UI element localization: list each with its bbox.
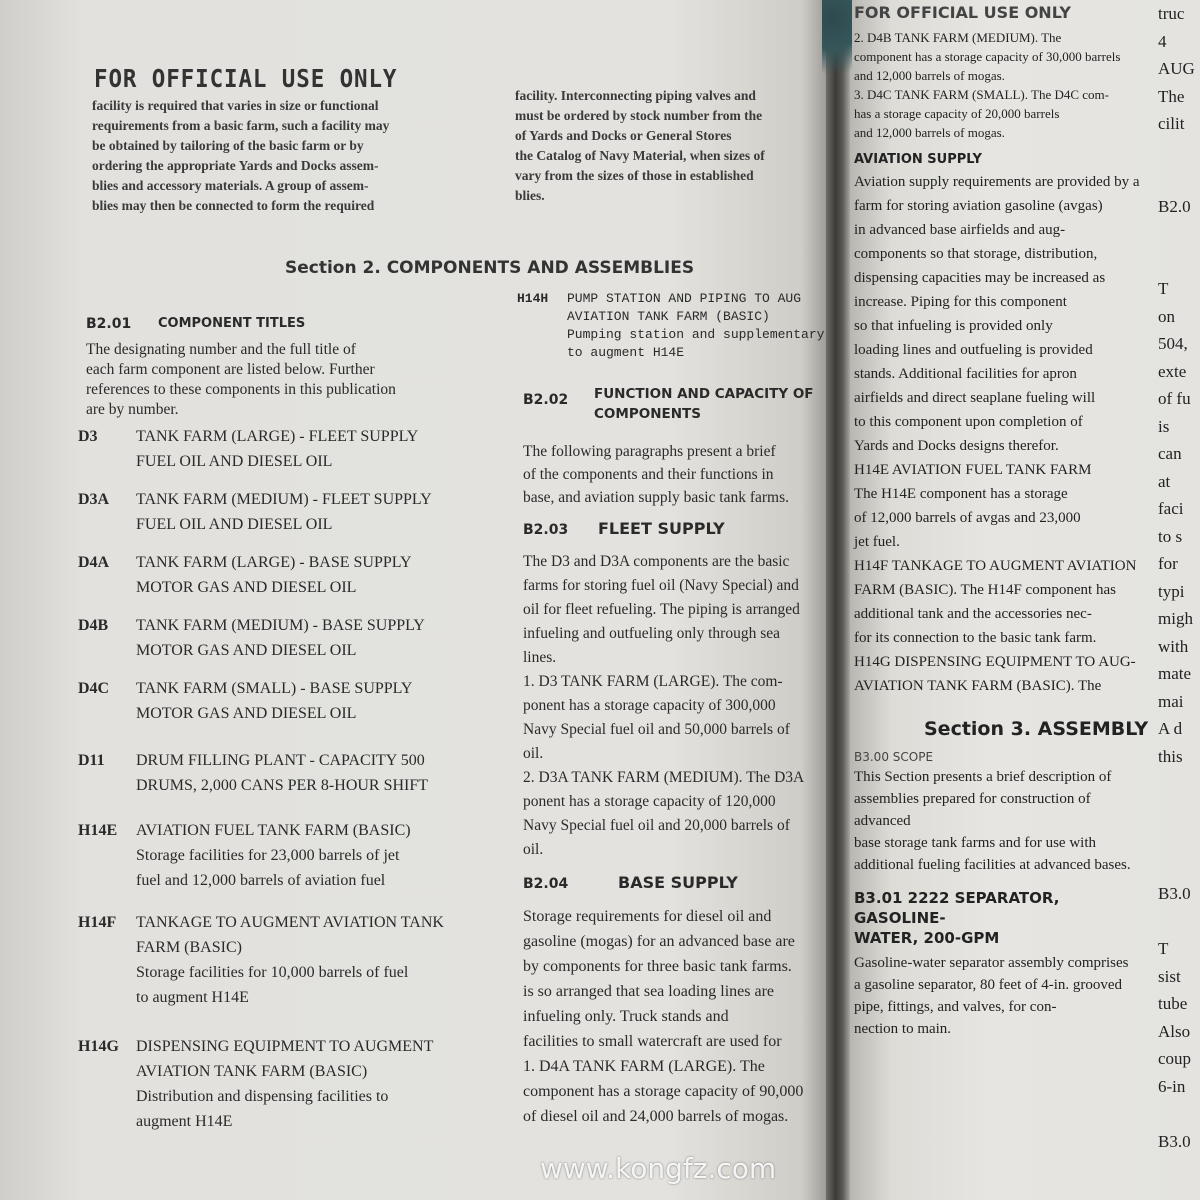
b201-paragraph: [86, 340, 396, 420]
component-description: [136, 550, 412, 600]
text-line: tube: [1158, 994, 1188, 1013]
b203-title: FLEET SUPPLY: [598, 519, 725, 538]
text-line: vary from the sizes of those in established: [515, 168, 754, 183]
watermark-url: www.kongfz.com: [540, 1152, 777, 1185]
text-line: increase. Piping for this component: [854, 294, 1067, 310]
b204-paragraph: [523, 904, 803, 1129]
text-line: AVIATION TANK FARM (BASIC): [567, 309, 770, 324]
text-line: mai: [1158, 691, 1184, 711]
text-line: in advanced base airfields and aug-: [854, 222, 1066, 238]
text-line: has a storage capacity of 20,000 barrels: [854, 106, 1060, 121]
text-line: blies may then be connected to form the required: [92, 198, 375, 213]
text-line: can: [1158, 444, 1182, 463]
text-line: fuel and 12,000 barrels of aviation fuel: [136, 872, 386, 889]
text-line: facility. Interconnecting piping valves and: [515, 88, 756, 103]
text-line: DISPENSING EQUIPMENT TO AUGMENT: [136, 1038, 434, 1055]
text-line: H14E AVIATION FUEL TANK FARM: [854, 462, 1092, 478]
book-gutter: [826, 0, 850, 1200]
text-line: oil.: [523, 745, 544, 762]
separator-heading: [854, 888, 1150, 948]
text-line: Storage facilities for 23,000 barrels of jet: [136, 847, 400, 864]
text-line: [1158, 908, 1195, 936]
text-line: exte: [1158, 361, 1187, 381]
text-line: blies and accessory materials. A group of assem-: [92, 178, 369, 193]
text-line: on: [1158, 306, 1175, 326]
right-page-column: [854, 2, 1150, 1040]
text-line: MOTOR GAS AND DIESEL OIL: [136, 705, 357, 722]
text-line: component has a storage capacity of 30,000 barrels: [854, 49, 1121, 64]
text-line: AVIATION FUEL TANK FARM (BASIC): [136, 822, 411, 839]
b203-number: B2.03: [523, 522, 569, 538]
component-code: D4C: [78, 680, 110, 697]
text-line: WATER, 200-GPM: [854, 929, 1000, 947]
text-line: oil.: [523, 841, 544, 858]
component-code: H14E: [78, 822, 118, 839]
text-line: loading lines and outfueling is provided: [854, 342, 1093, 358]
text-line: FARM (BASIC). The H14F component has: [854, 582, 1116, 598]
text-line: stands. Additional facilities for apron: [854, 366, 1077, 382]
component-description: [136, 424, 418, 474]
text-line: assemblies prepared for construction of advanced: [854, 791, 1091, 829]
text-line: are by number.: [86, 401, 179, 418]
text-line: base storage tank farms and for use with: [854, 835, 1097, 851]
next-page-edge-column: [1158, 0, 1195, 1155]
component-description: [136, 487, 432, 537]
text-line: B3.01 2222 SEPARATOR, GASOLINE-: [854, 889, 1060, 927]
text-line: B2.0: [1158, 196, 1191, 216]
official-use-header: FOR OFFICIAL USE ONLY: [94, 64, 398, 93]
text-line: of diesel oil and 24,000 barrels of mogas.: [523, 1108, 789, 1125]
text-line: TANKAGE TO AUGMENT AVIATION TANK: [136, 914, 444, 931]
text-line: 3. D4C TANK FARM (SMALL). The D4C com-: [854, 87, 1109, 102]
b203-paragraph: [523, 550, 804, 862]
component-description: [136, 613, 425, 663]
right-top-paragraph: [854, 28, 1150, 142]
text-line: FUEL OIL AND DIESEL OIL: [136, 453, 333, 470]
text-line: additional tank and the accessories nec-: [854, 606, 1092, 622]
component-code: D3: [78, 428, 98, 445]
text-line: by components for three basic tank farms.: [523, 958, 792, 975]
text-line: a gasoline separator, 80 feet of 4-in. grooved: [854, 977, 1123, 993]
text-line: TANK FARM (SMALL) - BASE SUPPLY: [136, 680, 413, 697]
text-line: gasoline (mogas) for an advanced base are: [523, 933, 795, 950]
text-line: TANK FARM (LARGE) - BASE SUPPLY: [136, 554, 412, 571]
text-line: 504,: [1158, 334, 1188, 353]
text-line: COMPONENTS: [594, 406, 701, 422]
text-line: components so that storage, distribution,: [854, 246, 1098, 262]
watermark: [540, 1152, 776, 1185]
text-line: the Catalog of Navy Material, when sizes of: [515, 148, 765, 163]
text-line: 4: [1158, 31, 1167, 51]
right-official-use-header: FOR OFFICIAL USE ONLY: [854, 3, 1071, 22]
component-code: D3A: [78, 491, 110, 508]
text-line: facilities to small watercraft are used for: [523, 1033, 782, 1050]
text-line: Storage facilities for 10,000 barrels of fuel: [136, 964, 409, 981]
text-line: FARM (BASIC): [136, 939, 242, 956]
scope-paragraph: [854, 766, 1150, 876]
text-line: DRUMS, 2,000 CANS PER 8-HOUR SHIFT: [136, 777, 429, 794]
text-line: cilit: [1158, 114, 1185, 133]
b204-number: B2.04: [523, 876, 569, 892]
text-line: pipe, fittings, and valves, for con-: [854, 999, 1057, 1015]
text-line: augment H14E: [136, 1113, 233, 1130]
component-code: H14F: [78, 914, 117, 931]
text-line: of fu: [1158, 389, 1191, 408]
b201-title: COMPONENT TITLES: [158, 316, 306, 331]
text-line: PUMP STATION AND PIPING TO AUG: [567, 291, 802, 306]
text-line: references to these components in this publication: [86, 381, 396, 398]
text-line: at: [1158, 471, 1171, 491]
component-code: H14G: [78, 1038, 119, 1055]
text-line: of 12,000 barrels of avgas and 23,000: [854, 510, 1081, 526]
text-line: [1158, 165, 1195, 193]
text-line: The H14E component has a storage: [854, 486, 1068, 502]
text-line: Storage requirements for diesel oil and: [523, 908, 772, 925]
text-line: each farm component are listed below. Further: [86, 361, 375, 378]
text-line: must be ordered by stock number from the: [515, 108, 763, 123]
text-line: The following paragraphs present a brief: [523, 443, 776, 460]
text-line: Also: [1158, 1021, 1191, 1041]
text-line: ponent has a storage capacity of 300,000: [523, 697, 776, 714]
text-line: and 12,000 barrels of mogas.: [854, 68, 1005, 83]
text-line: typi: [1158, 581, 1185, 601]
text-line: TANK FARM (LARGE) - FLEET SUPPLY: [136, 428, 419, 445]
text-line: coup: [1158, 1049, 1192, 1068]
text-line: The D3 and D3A components are the basic: [523, 553, 790, 570]
text-line: of Yards and Docks or General Stores: [515, 128, 732, 143]
text-line: [1158, 138, 1195, 166]
section-3-title: Section 3. ASSEMBLY: [924, 718, 1149, 740]
text-line: to this component upon completion of: [854, 414, 1083, 430]
intro-paragraph-col2: [515, 86, 765, 206]
text-line: 2. D3A TANK FARM (MEDIUM). The D3A: [523, 769, 805, 786]
text-line: for: [1158, 554, 1178, 573]
text-line: A d: [1158, 719, 1183, 738]
b201-number: B2.01: [86, 316, 132, 332]
text-line: DRUM FILLING PLANT - CAPACITY 500: [136, 752, 425, 769]
text-line: 6-in: [1158, 1076, 1186, 1096]
text-line: ponent has a storage capacity of 120,000: [523, 793, 776, 810]
text-line: base, and aviation supply basic tank farms.: [523, 489, 790, 506]
text-line: mate: [1158, 664, 1192, 683]
text-line: infueling and outfueling only through sea: [523, 625, 780, 642]
text-line: AVIATION TANK FARM (BASIC): [136, 1063, 368, 1080]
text-line: migh: [1158, 609, 1193, 628]
text-line: of the components and their functions in: [523, 466, 774, 483]
separator-paragraph: [854, 952, 1150, 1040]
text-line: Pumping station and supplementary: [567, 327, 825, 342]
component-code: D4B: [78, 617, 109, 634]
component-code: D11: [78, 752, 105, 769]
text-line: ordering the appropriate Yards and Docks assem-: [92, 158, 379, 173]
text-line: farms for storing fuel oil (Navy Special) and: [523, 577, 799, 594]
text-line: Navy Special fuel oil and 50,000 barrels of: [523, 721, 790, 738]
text-line: AUG: [1158, 59, 1195, 78]
text-line: airfields and direct seaplane fueling will: [854, 390, 1096, 406]
text-line: oil for fleet refueling. The piping is arranged: [523, 601, 800, 618]
text-line: T: [1158, 279, 1169, 298]
text-line: Navy Special fuel oil and 20,000 barrels of: [523, 817, 790, 834]
text-line: H14F TANKAGE TO AUGMENT AVIATION: [854, 558, 1137, 574]
component-description: [136, 676, 412, 726]
text-line: blies.: [515, 188, 545, 203]
text-line: MOTOR GAS AND DIESEL OIL: [136, 579, 357, 596]
text-line: for its connection to the basic tank farm.: [854, 630, 1097, 646]
b204-title: BASE SUPPLY: [618, 873, 738, 892]
text-line: TANK FARM (MEDIUM) - FLEET SUPPLY: [136, 491, 432, 508]
text-line: with: [1158, 636, 1189, 656]
section-2-title: Section 2. COMPONENTS AND ASSEMBLIES: [285, 258, 695, 278]
text-line: jet fuel.: [854, 534, 900, 550]
aviation-supply-heading: AVIATION SUPPLY: [854, 152, 982, 167]
text-line: 2. D4B TANK FARM (MEDIUM). The: [854, 30, 1062, 45]
aviation-supply-paragraph: [854, 170, 1150, 698]
b202-paragraph: [523, 440, 789, 509]
text-line: requirements from a basic farm, such a facility may: [92, 118, 390, 133]
text-line: The: [1158, 86, 1185, 106]
text-line: be obtained by tailoring of the basic farm or by: [92, 138, 364, 153]
text-line: [1158, 220, 1195, 248]
text-line: FUNCTION AND CAPACITY OF: [594, 386, 814, 402]
text-line: is: [1158, 416, 1170, 436]
intro-paragraph-col1: [92, 96, 389, 216]
component-code: D4A: [78, 554, 110, 571]
text-line: B3.0: [1158, 884, 1191, 903]
text-line: [1158, 798, 1195, 826]
text-line: FUEL OIL AND DIESEL OIL: [136, 516, 333, 533]
text-line: additional fueling facilities at advanced bases.: [854, 857, 1131, 873]
text-line: AVIATION TANK FARM (BASIC). The: [854, 678, 1102, 694]
text-line: 1. D3 TANK FARM (LARGE). The com-: [523, 673, 783, 690]
text-line: The designating number and the full title of: [86, 341, 356, 358]
text-line: B3.0: [1158, 1131, 1191, 1151]
text-line: and 12,000 barrels of mogas.: [854, 125, 1005, 140]
text-line: to s: [1158, 526, 1183, 546]
b202-number: B2.02: [523, 392, 569, 408]
component-description: [136, 910, 444, 1010]
text-line: facility is required that varies in size or functional: [92, 98, 379, 113]
text-line: truc: [1158, 4, 1185, 23]
component-description: [136, 818, 411, 893]
text-line: lines.: [523, 649, 557, 666]
text-line: Yards and Docks designs therefor.: [854, 438, 1059, 454]
text-line: farm for storing aviation gasoline (avgas): [854, 198, 1103, 214]
text-line: to augment H14E: [136, 989, 249, 1006]
text-line: [1158, 853, 1195, 881]
text-line: Aviation supply requirements are provided by a: [854, 174, 1140, 190]
text-line: H14G DISPENSING EQUIPMENT TO AUG-: [854, 654, 1136, 670]
text-line: 1. D4A TANK FARM (LARGE). The: [523, 1058, 765, 1075]
text-line: TANK FARM (MEDIUM) - BASE SUPPLY: [136, 617, 425, 634]
text-line: MOTOR GAS AND DIESEL OIL: [136, 642, 357, 659]
text-line: T: [1158, 939, 1169, 958]
text-line: [1158, 825, 1195, 853]
text-line: to augment H14E: [567, 345, 685, 360]
component-description: [136, 748, 428, 798]
component-code: H14H: [517, 291, 549, 306]
text-line: is so arranged that sea loading lines are: [523, 983, 775, 1000]
text-line: component has a storage capacity of 90,000: [523, 1083, 804, 1100]
text-line: faci: [1158, 499, 1184, 518]
text-line: dispensing capacities may be increased as: [854, 270, 1106, 286]
text-line: sist: [1158, 966, 1181, 986]
text-line: infueling only. Truck stands and: [523, 1008, 729, 1025]
component-description: [567, 290, 824, 362]
scope-heading: B3.00 SCOPE: [854, 750, 934, 764]
b202-title: [594, 384, 814, 424]
component-description: [136, 1034, 433, 1134]
text-line: Distribution and dispensing facilities to: [136, 1088, 389, 1105]
text-line: This Section presents a brief description of: [854, 769, 1112, 785]
text-line: [1158, 770, 1195, 798]
text-line: this: [1158, 746, 1183, 766]
text-line: so that infueling is provided only: [854, 318, 1053, 334]
text-line: [1158, 248, 1195, 276]
text-line: [1158, 1100, 1195, 1128]
text-line: nection to main.: [854, 1021, 952, 1037]
text-line: Gasoline-water separator assembly comprises: [854, 955, 1129, 971]
background-object: [822, 0, 852, 90]
